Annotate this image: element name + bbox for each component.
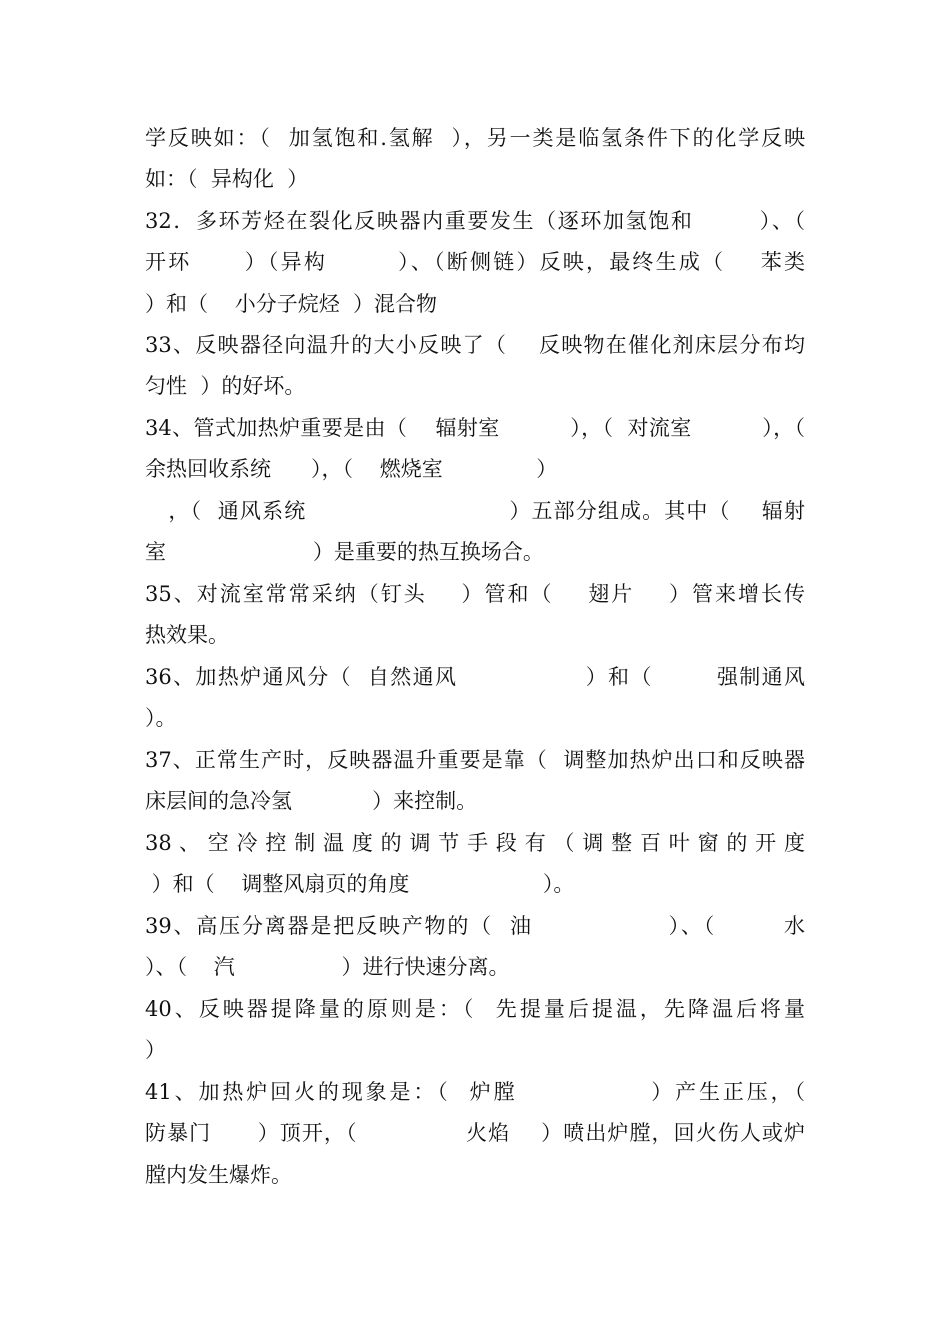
text-line: 35、对流室常常采纳（钉头 ）管和（ 翅片 ）管来增长传	[145, 582, 805, 606]
text-line: 37、正常生产时，反映器温升重要是靠（ 调整加热炉出口和反映器	[145, 748, 805, 772]
text-line: 开环 ）（异构 ）、（断侧链）反映，最终生成（ 苯类	[145, 250, 805, 274]
text-line: 防暴门 ）顶开，（ 火焰 ）喷出炉膛，回火伤人或炉	[145, 1121, 805, 1145]
text-line: ）和（ 小分子烷烃 ）混合物	[145, 292, 438, 316]
text-line: ，（ 通风系统 ）五部分组成。其中（ 辐射	[145, 499, 805, 523]
text-line: 如：（ 异构化 ）	[145, 167, 309, 191]
text-line: 38 、 空 冷 控 制 温 度 的 调 节 手 段 有 （ 调 整 百 叶 窗 的 开 度	[145, 831, 805, 855]
text-line: ）	[145, 1038, 166, 1062]
text-line: 匀性 ）的好坏。	[145, 374, 306, 398]
text-line: 41、加热炉回火的现象是：（ 炉膛 ）产生正压，（	[145, 1080, 805, 1104]
text-line: 床层间的急冷氢 ）来控制。	[145, 789, 478, 813]
text-line: 热效果。	[145, 623, 229, 647]
text-line: 36、加热炉通风分（ 自然通风 ）和（ 强制通风	[145, 665, 805, 689]
text-line: 32．多环芳烃在裂化反映器内重要发生（逐环加氢饱和 ）、（	[145, 209, 805, 233]
text-line: 膛内发生爆炸。	[145, 1163, 292, 1187]
text-line: 室 ）是重要的热互换场合。	[145, 540, 544, 564]
text-line: ）和（ 调整风扇页的角度 ）。	[145, 872, 575, 896]
text-line: ）。	[145, 706, 177, 730]
text-line: ）、（ 汽 ）进行快速分离。	[145, 955, 510, 979]
text-line: 34、管式加热炉重要是由（ 辐射室 ），（ 对流室 ），（	[145, 416, 805, 440]
text-line: 余热回收系统 ），（ 燃烧室 ）	[145, 457, 558, 481]
text-line: 学反映如：（ 加氢饱和.氢解 ），另一类是临氢条件下的化学反映	[145, 126, 805, 150]
text-line: 33、反映器径向温升的大小反映了（ 反映物在催化剂床层分布均	[145, 333, 805, 357]
text-line: 40、反映器提降量的原则是：（ 先提量后提温，先降温后将量	[145, 997, 805, 1021]
text-line: 39、高压分离器是把反映产物的（ 油 ）、（ 水	[145, 914, 805, 938]
